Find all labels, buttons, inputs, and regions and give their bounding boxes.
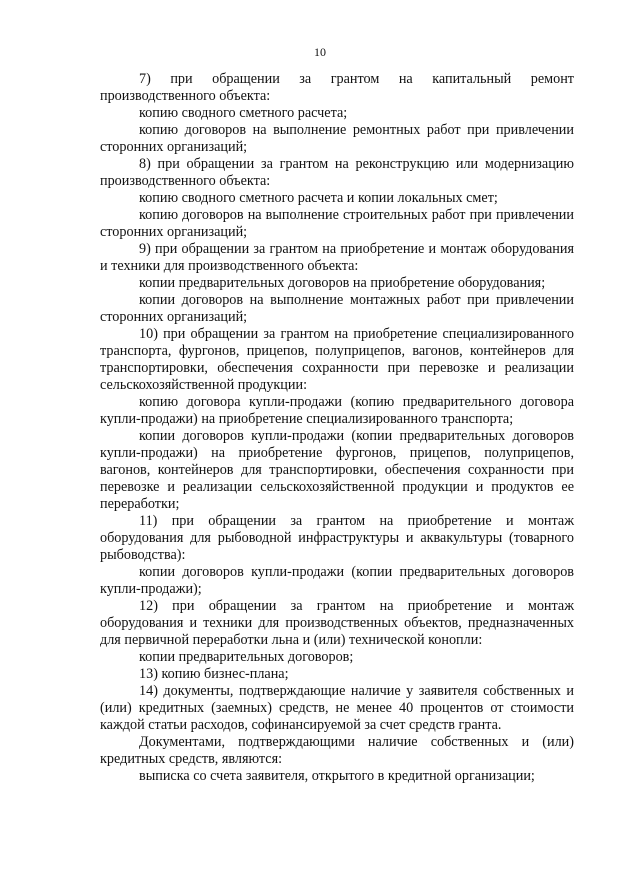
paragraph-7: 7) при обращении за грантом на капитальный ремонт производственного объекта: bbox=[100, 71, 574, 104]
list-item: копии договоров купли-продажи (копии предварительных договоров купли-продажи); bbox=[100, 564, 574, 597]
paragraph-13: 13) копию бизнес-плана; bbox=[139, 666, 289, 682]
list-item: копию договора купли-продажи (копию предварительного договора купли-продажи) на приобретение специализированного транспорта; bbox=[100, 394, 574, 427]
paragraph-9: 9) при обращении за грантом на приобретение и монтаж оборудования и техники для производственного объекта: bbox=[100, 241, 574, 274]
list-item: копии предварительных договоров; bbox=[139, 649, 354, 665]
document-body bbox=[100, 71, 574, 785]
list-item: выписка со счета заявителя, открытого в кредитной организации; bbox=[139, 768, 535, 784]
list-item: копию договоров на выполнение строительных работ при привлечении сторонних организаций; bbox=[100, 207, 574, 240]
list-item: копию договоров на выполнение ремонтных работ при привлечении сторонних организаций; bbox=[100, 122, 574, 155]
list-item: копии предварительных договоров на приобретение оборудования; bbox=[139, 275, 546, 291]
paragraph-documents-intro: Документами, подтверждающими наличие собственных и (или) кредитных средств, являются: bbox=[100, 734, 574, 767]
paragraph-8: 8) при обращении за грантом на реконструкцию или модернизацию производственного объекта: bbox=[100, 156, 574, 189]
paragraph-14: 14) документы, подтверждающие наличие у заявителя собственных и (или) кредитных (заемных) средств, не менее 40 процентов от стоимости каждой статьи расходов, софинансируемой за счет средств гранта. bbox=[100, 683, 574, 733]
list-item: копию сводного сметного расчета; bbox=[139, 105, 348, 121]
list-item: копии договоров на выполнение монтажных работ при привлечении сторонних организаций; bbox=[100, 292, 574, 325]
page-number: 10 bbox=[314, 45, 326, 59]
paragraph-11: 11) при обращении за грантом на приобретение и монтаж оборудования для рыбоводной инфраструктуры и аквакультуры (товарного рыбоводства): bbox=[100, 513, 574, 563]
paragraph-12: 12) при обращении за грантом на приобретение и монтаж оборудования и техники для производственных объектов, предназначенных для первичной переработки льна и (или) технической конопли: bbox=[100, 598, 574, 648]
list-item: копию сводного сметного расчета и копии локальных смет; bbox=[139, 190, 498, 206]
paragraph-10: 10) при обращении за грантом на приобретение специализированного транспорта, фургонов, прицепов, полуприцепов, вагонов, контейнеров для транспортировки, обеспечения сохранности при перевозке и реализации сельскохозяйственной продукции: bbox=[100, 326, 574, 393]
list-item: копии договоров купли-продажи (копии предварительных договоров купли-продажи) на приобретение фургонов, прицепов, полуприцепов, вагонов, контейнеров для транспортировки, обеспечения сохранности при перевозке и реализации сельскохозяйственной продукции и продуктов ее переработки; bbox=[100, 428, 574, 512]
